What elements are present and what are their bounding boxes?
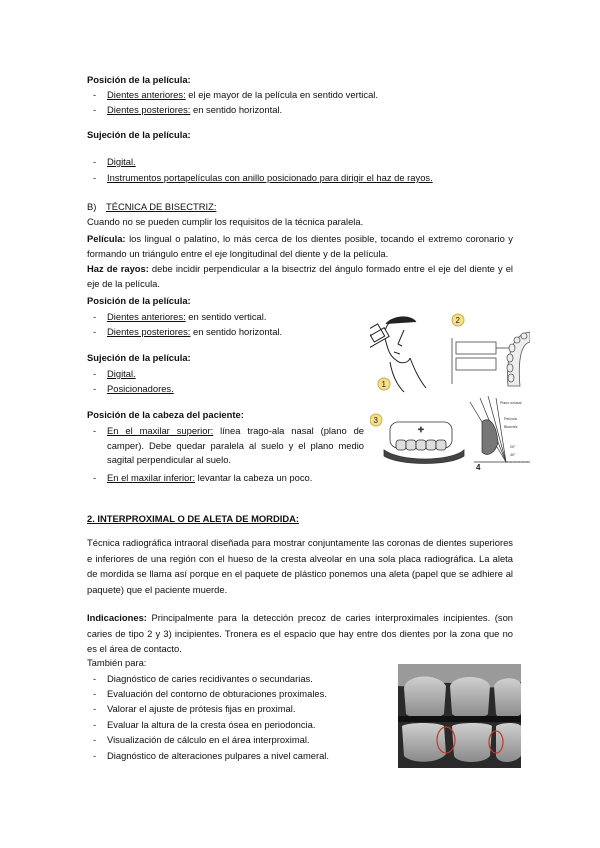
item-text: en sentido horizontal. xyxy=(190,104,283,115)
illustration-drawing xyxy=(370,312,530,472)
heading-sujecion-pelicula-2: Sujeción de la película: xyxy=(87,352,191,363)
item-text: Valorar el ajuste de prótesis fijas en proximal. xyxy=(107,703,296,714)
item-text: Digital. xyxy=(107,368,136,379)
heading-sujecion-pelicula-1: Sujeción de la película: xyxy=(87,129,191,140)
item-label: Dientes anteriores: xyxy=(107,89,186,100)
annotation-40-deg: 40° xyxy=(510,453,516,457)
item-text: Instrumentos portapelículas con anillo posicionado para dirigir el haz de rayos. xyxy=(107,172,433,183)
item-text: Visualización de cálculo en el área interproximal. xyxy=(107,734,310,745)
haz-label: Haz de rayos: xyxy=(87,263,149,274)
bitewing-radiograph xyxy=(398,664,521,768)
item-text: levantar la cabeza un poco. xyxy=(195,472,313,483)
pelicula-text: los lingual o palatino, lo más cerca de los dientes posible, tocando el extremo coronario y formando un triángulo entre el eje longitudinal del diente y de la película. xyxy=(87,233,513,259)
item-text: en sentido horizontal. xyxy=(190,326,283,337)
indicaciones-paragraph xyxy=(87,610,513,657)
item-text: Diagnóstico de alteraciones pulpares a nivel cameral. xyxy=(107,750,329,761)
figure-label-2: 2 xyxy=(455,316,460,325)
item-label: Dientes posteriores: xyxy=(107,104,191,115)
figure-label-3: 3 xyxy=(373,416,378,425)
annotation-plano-oclusal: Plano oclusal xyxy=(500,401,522,405)
item-label: Dientes anteriores: xyxy=(107,311,186,322)
film-holder-drawing xyxy=(452,338,512,384)
intro-text: Cuando no se pueden cumplir los requisitos de la técnica paralela. xyxy=(87,216,364,227)
heading-posicion-cabeza: Posición de la cabeza del paciente: xyxy=(87,409,244,420)
interproximal-intro: Técnica radiográfica intraoral diseñada para mostrar conjuntamente las coronas de dientes superiores e inferiores de una región con el hueso de la cresta alveolar en una sola placa radiográfica. La aleta de mordida se llama así porque en el paquete de plástico ponemos una aleta (papel que se adhiere al paquete) que el paciente muerde. xyxy=(87,537,513,595)
section-title-bisectriz: TÉCNICA DE BISECTRIZ: xyxy=(106,201,217,212)
section-title-interproximal: 2. INTERPROXIMAL O DE ALETA DE MORDIDA: xyxy=(87,513,299,524)
haz-text: debe incidir perpendicular a la bisectriz del ángulo formado entre el eje del diente y el eje de la película. xyxy=(87,263,513,289)
bisectriz-illustration xyxy=(370,312,530,472)
haz-paragraph xyxy=(87,262,513,291)
pelicula-paragraph xyxy=(87,232,513,261)
item-text: Posicionadores. xyxy=(107,383,174,394)
annotation-20-deg: 20° xyxy=(510,445,516,449)
item-label: En el maxilar inferior: xyxy=(107,472,196,483)
heading-posicion-pelicula-2: Posición de la película: xyxy=(87,295,191,306)
radiograph-drawing xyxy=(398,664,521,768)
item-text: el eje mayor de la película en sentido vertical. xyxy=(185,89,378,100)
dental-arch-drawing xyxy=(507,332,530,386)
figure-label-1: 1 xyxy=(381,380,386,389)
figure-label-4: 4 xyxy=(476,463,481,472)
item-text: línea trago-ala nasal (plano de camper). Debe quedar paralela al suelo y el plano medio sagital perpendicular al suelo. xyxy=(107,425,365,465)
list-item xyxy=(107,424,364,468)
annotation-bisectriz: Bisectriz xyxy=(504,425,518,429)
indicaciones-text: Principalmente para la detección precoz de caries interproximales incipientes. (son caries de tipo 2 y 3) incipientes. Tronera es el espacio que hay entre dos dientes por la zona que no es el área de contacto. xyxy=(87,612,513,654)
list-dash: - xyxy=(93,425,97,436)
pelicula-label: Película: xyxy=(87,233,126,244)
section-letter: B) xyxy=(87,201,97,212)
indicaciones-label: Indicaciones: xyxy=(87,612,147,623)
item-label: Dientes posteriores: xyxy=(107,326,191,337)
annotation-pelicula: Película xyxy=(504,417,517,421)
item-text: Digital. xyxy=(107,156,136,167)
film-teeth-drawing xyxy=(384,422,464,464)
item-label: En el maxilar superior: xyxy=(107,425,214,436)
heading-posicion-pelicula-1: Posición de la película: xyxy=(87,74,191,85)
tambien-para: También para: xyxy=(87,657,147,668)
item-text: en sentido vertical. xyxy=(185,311,267,322)
item-text: Evaluar la altura de la cresta ósea en periodoncia. xyxy=(107,719,316,730)
item-text: Diagnóstico de caries recidivantes o secundarias. xyxy=(107,673,313,684)
svg-text:+: + xyxy=(418,425,424,436)
item-text: Evaluación del contorno de obturaciones proximales. xyxy=(107,688,327,699)
angle-diagram xyxy=(470,396,530,462)
